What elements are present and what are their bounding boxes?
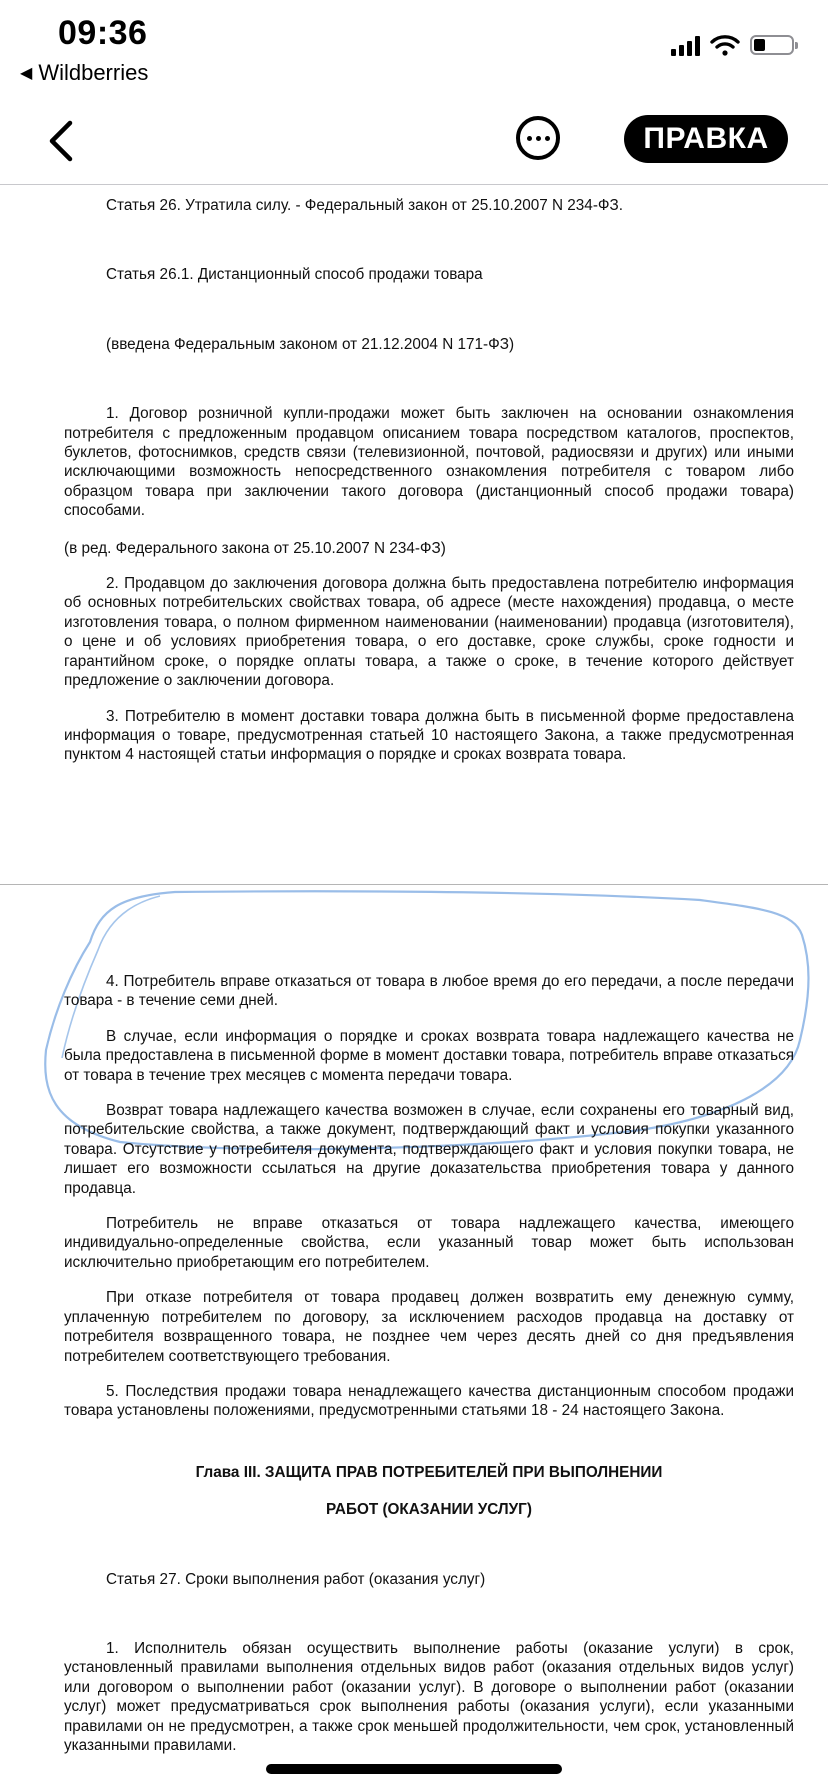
more-options-button[interactable] xyxy=(516,116,560,160)
doc-paragraph: Статья 27. Сроки выполнения работ (оказания услуг) xyxy=(106,1570,486,1588)
doc-paragraph: В случае, если информация о порядке и сроках возврата товара надлежащего качества не была предоставлена в письменной форме в момент доставки товара, потребитель вправе отказаться от товара в течение трех месяцев с момента передачи товара. xyxy=(64,1027,794,1084)
status-icons xyxy=(671,34,794,56)
wifi-icon xyxy=(710,34,740,56)
home-indicator[interactable] xyxy=(266,1764,562,1774)
back-app-label: Wildberries xyxy=(38,60,149,85)
status-time: 09:36 xyxy=(58,14,148,52)
doc-paragraph: 3. Потребителю в момент доставки товара должна быть в письменной форме предоставлена информация о товаре, предусмотренная статьей 10 настоящего Закона, а также предусмотренная пунктом 4 настоящей статьи информация о порядке и сроках возврата товара. xyxy=(64,707,794,764)
chapter-heading: Глава III. ЗАЩИТА ПРАВ ПОТРЕБИТЕЛЕЙ ПРИ ВЫПОЛНЕНИИ xyxy=(195,1463,663,1481)
back-to-app-link[interactable] xyxy=(20,60,148,86)
doc-paragraph: 1. Договор розничной купли-продажи может быть заключен на основании ознакомления потребителя с предложенным продавцом описанием товара посредством каталогов, проспектов, буклетов, фотоснимков, средств связи (телевизионной, почтовой, радиосвязи и других) или иными исключающими возможность непосредственного ознакомления потребителя с товаром либо образцом товара при заключении такого договора (дистанционный способ продажи товара) способами. xyxy=(64,405,794,520)
doc-paragraph: (введена Федеральным законом от 21.12.2004 N 171-ФЗ) xyxy=(106,335,515,353)
toolbar-divider xyxy=(0,184,828,185)
dot-icon xyxy=(527,136,532,141)
doc-paragraph: (в ред. Федерального закона от 25.10.2007 N 234-ФЗ) xyxy=(64,539,446,557)
battery-icon xyxy=(750,35,794,55)
cellular-signal-icon xyxy=(671,34,700,56)
doc-paragraph: Возврат товара надлежащего качества возможен в случае, если сохранены его товарный вид, потребительские свойства, а также документ, подтверждающий факт и условия покупки указанного товара. Отсутствие у потребителя документа, подтверждающего факт и условия покупки товара, не лишает его возможности ссылаться на другие доказательства приобретения товара у данного продавца. xyxy=(64,1102,794,1197)
document-page xyxy=(64,196,794,765)
edit-button[interactable]: ПРАВКА xyxy=(624,115,788,163)
dot-icon xyxy=(545,136,550,141)
doc-paragraph: Потребитель не вправе отказаться от товара надлежащего качества, имеющего индивидуально-определенные свойства, если указанный товар может быть использован исключительно приобретающим его потребителем. xyxy=(64,1215,794,1271)
doc-paragraph: Статья 26. Утратила силу. - Федеральный закон от 25.10.2007 N 234-ФЗ. xyxy=(106,197,624,214)
doc-paragraph: Статья 26.1. Дистанционный способ продажи товара xyxy=(106,266,483,284)
document-page xyxy=(64,972,794,1755)
doc-paragraph: 4. Потребитель вправе отказаться от товара в любое время до его передачи, а после передачи товара - в течение семи дней. xyxy=(64,973,794,1010)
doc-paragraph: При отказе потребителя от товара продавец должен возвратить ему денежную сумму, уплаченную потребителем по договору, за исключением расходов продавца на доставку от потребителя возвращенного товара, не позднее чем через десять дней со дня предъявления потребителем соответствующего требования. xyxy=(64,1289,794,1365)
doc-paragraph: 5. Последствия продажи товара ненадлежащего качества дистанционным способом продажи товара установлены положениями, предусмотренными статьями 18 - 24 настоящего Закона. xyxy=(64,1382,794,1420)
doc-paragraph: 2. Продавцом до заключения договора должна быть предоставлена потребителю информация об основных потребительских свойствах товара, об адресе (месте нахождения) продавца, о месте изготовления товара, о полном фирменном наименовании (наименовании) продавца (изготовителя), о цене и об условиях приобретения товара, о его доставке, сроке службы, сроке годности и гарантийном сроке, о порядке оплаты товара, а также о сроке, в течение которого действует предложение о заключении договора. xyxy=(64,575,794,690)
doc-paragraph: 1. Исполнитель обязан осуществить выполнение работы (оказание услуги) в срок, установленный правилами выполнения отдельных видов работ (оказания отдельных видов услуг) или договором о выполнении работ (оказании услуг). В договоре о выполнении работ (оказании услуг) может предусматриваться срок выполнения работы (оказания услуги), если указанными правилами он не предусмотрен, а также срок меньшей продолжительности, чем срок, установленный указанными правилами. xyxy=(64,1639,794,1754)
back-triangle-icon: ◀ xyxy=(20,65,33,82)
chapter-heading: РАБОТ (ОКАЗАНИИ УСЛУГ) xyxy=(326,1501,532,1519)
back-chevron-icon[interactable] xyxy=(44,118,84,164)
page-break-divider xyxy=(0,884,828,885)
dot-icon xyxy=(536,136,541,141)
